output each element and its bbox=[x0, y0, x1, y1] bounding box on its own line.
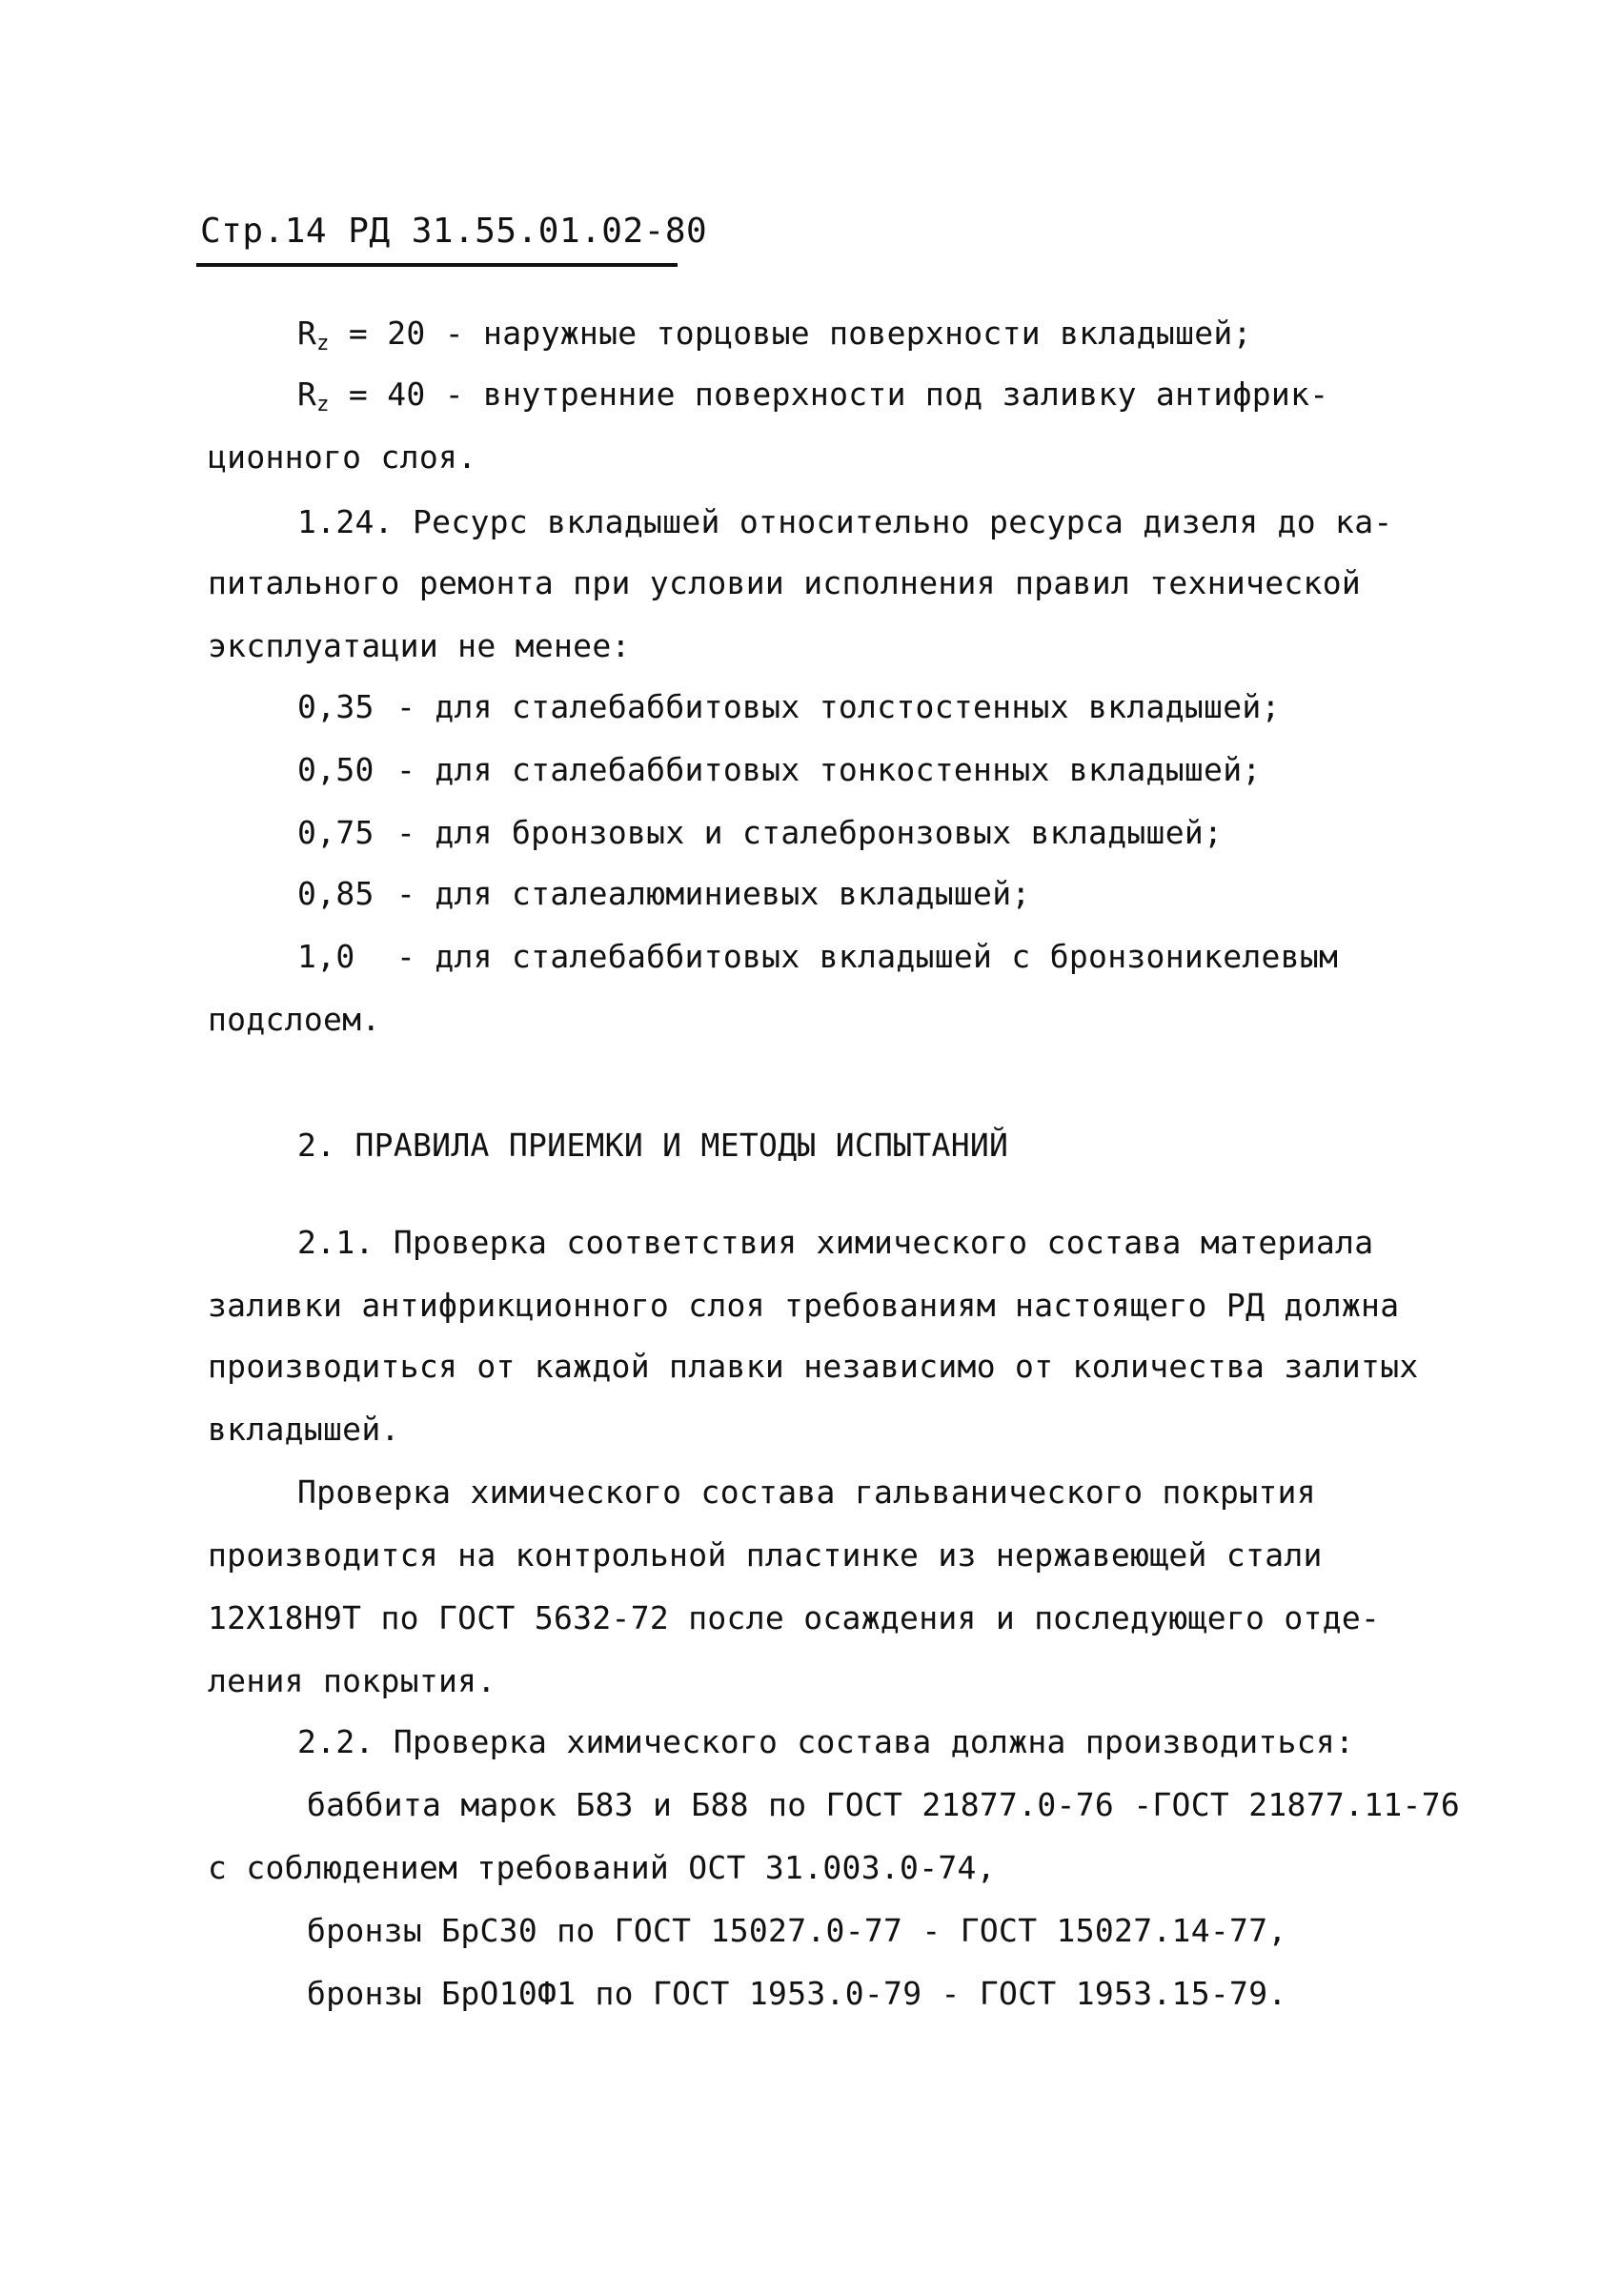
resource-continuation: подслоем. bbox=[208, 1001, 381, 1038]
paragraph-2-1-line-2: заливки антифрикционного слоя требованиям настоящего РД должна bbox=[208, 1287, 1400, 1324]
resource-value: 1,0 bbox=[297, 938, 355, 975]
header-underline bbox=[196, 263, 678, 267]
page-header: Стр.14 РД 31.55.01.02-80 bbox=[200, 212, 708, 251]
resource-item bbox=[297, 814, 1223, 851]
resource-text: - для сталеалюминиевых вкладышей; bbox=[396, 875, 1031, 912]
paragraph-1-24-line-2: питального ремонта при условии исполнения правил технической bbox=[208, 564, 1362, 601]
resource-text: - для сталебаббитовых тонкостенных вкладышей; bbox=[396, 751, 1262, 788]
roughness-line-2 bbox=[297, 376, 1328, 417]
resource-value: 0,75 bbox=[297, 814, 375, 851]
resource-item bbox=[297, 875, 1031, 912]
section-2-title: 2. ПРАВИЛА ПРИЕМКИ И МЕТОДЫ ИСПЫТАНИЙ bbox=[297, 1127, 1009, 1164]
paragraph-2-2-line-2: баббита марок Б83 и Б88 по ГОСТ 21877.0-76 -ГОСТ 21877.11-76 bbox=[307, 1786, 1461, 1823]
resource-text: - для сталебаббитовых толстостенных вкладышей; bbox=[396, 688, 1281, 725]
resource-text: - для бронзовых и сталебронзовых вкладышей; bbox=[396, 814, 1224, 851]
paragraph-2-1b-line-4: ления покрытия. bbox=[208, 1662, 496, 1699]
paragraph-2-1b-line-3: 12Х18Н9Т по ГОСТ 5632-72 после осаждения и последующего отде- bbox=[208, 1599, 1381, 1636]
resource-item bbox=[297, 938, 1338, 975]
paragraph-2-2-line-3: с соблюдением требований ОСТ 31.003.0-74, bbox=[208, 1849, 996, 1886]
roughness-symbol: R bbox=[297, 376, 317, 413]
paragraph-2-2-line-4: бронзы БрС30 по ГОСТ 15027.0-77 - ГОСТ 15027.14-77, bbox=[307, 1912, 1287, 1949]
paragraph-2-1-line-3: производиться от каждой плавки независимо от количества залитых bbox=[208, 1348, 1419, 1385]
paragraph-2-2-line-1: 2.2. Проверка химического состава должна производиться: bbox=[297, 1723, 1355, 1760]
paragraph-2-1-line-1: 2.1. Проверка соответствия химического состава материала bbox=[297, 1224, 1374, 1261]
resource-value: 0,85 bbox=[297, 875, 375, 912]
roughness-text: = 20 - наружные торцовые поверхности вкладышей; bbox=[329, 315, 1252, 352]
roughness-line-1 bbox=[297, 315, 1252, 356]
roughness-subscript: z bbox=[316, 393, 330, 417]
roughness-symbol: R bbox=[297, 315, 317, 352]
paragraph-2-1-line-4: вкладышей. bbox=[208, 1411, 400, 1448]
roughness-continuation: ционного слоя. bbox=[208, 438, 477, 476]
paragraph-2-2-line-5: бронзы БрО10Ф1 по ГОСТ 1953.0-79 - ГОСТ 1953.15-79. bbox=[307, 1975, 1287, 2012]
paragraph-1-24-line-1: 1.24. Ресурс вкладышей относительно ресурса дизеля до ка- bbox=[297, 503, 1393, 540]
resource-item bbox=[297, 751, 1262, 788]
resource-item bbox=[297, 688, 1281, 725]
roughness-subscript: z bbox=[316, 332, 330, 356]
paragraph-2-1b-line-2: производится на контрольной пластинке из нержавеющей стали bbox=[208, 1536, 1323, 1574]
roughness-text: = 40 - внутренние поверхности под заливку антифрик- bbox=[329, 376, 1329, 413]
paragraph-1-24-line-3: эксплуатации не менее: bbox=[208, 627, 631, 664]
resource-value: 0,50 bbox=[297, 751, 375, 788]
resource-value: 0,35 bbox=[297, 688, 375, 725]
resource-text: - для сталебаббитовых вкладышей с бронзоникелевым bbox=[396, 938, 1339, 975]
paragraph-2-1b-line-1: Проверка химического состава гальванического покрытия bbox=[297, 1473, 1316, 1511]
